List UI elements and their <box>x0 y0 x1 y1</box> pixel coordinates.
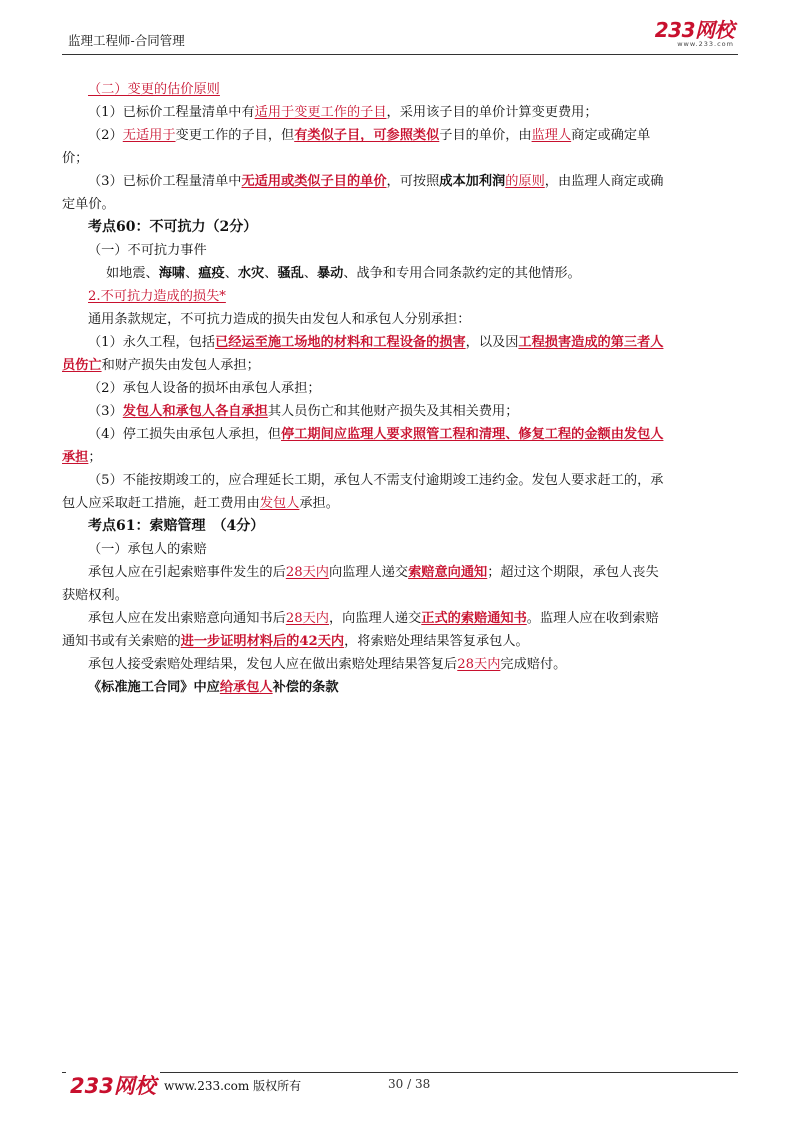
text-span: 承包人应在发出索赔意向通知书后 <box>88 611 286 626</box>
text-line <box>62 147 739 170</box>
highlighted-text: 2.不可抗力造成的损失* <box>88 289 226 304</box>
text-span: 海啸 <box>158 266 186 281</box>
highlighted-text: 28天内 <box>285 611 329 626</box>
text-line <box>62 561 739 584</box>
text-line <box>62 78 739 101</box>
text-line <box>62 423 739 446</box>
highlighted-text: 的原则 <box>505 174 545 189</box>
text-span: 考点60：不可抗力（2分） <box>88 219 258 235</box>
text-line <box>62 400 739 423</box>
text-span: 、 <box>224 266 238 281</box>
text-span: 向监理人递交 <box>328 565 409 580</box>
text-span: 《标准施工合同》中应 <box>88 680 220 695</box>
highlighted-text: 正式的索赔通知书 <box>421 611 527 626</box>
section-heading <box>62 216 739 239</box>
highlighted-text: 有类似子目，可参照类似 <box>294 128 440 143</box>
highlighted-text: 28天内 <box>285 565 329 580</box>
highlighted-text: 28天内 <box>457 657 501 672</box>
text-span: 成本加利润 <box>439 174 506 189</box>
text-span: 承担。 <box>299 496 339 511</box>
text-line <box>62 331 739 354</box>
text-span: ，以及因 <box>465 335 519 350</box>
highlighted-text: 停工期间应监理人要求照管工程和清理、修复工程的金额由发包人 <box>281 427 664 442</box>
text-line <box>62 446 739 469</box>
highlighted-text: （二）变更的估价原则 <box>88 82 220 97</box>
text-line <box>62 607 739 630</box>
text-line <box>62 308 739 331</box>
highlighted-text: 给承包人 <box>219 680 273 695</box>
text-span: ，由监理人商定或确 <box>544 174 664 189</box>
logo-text: 233网校 <box>654 18 734 42</box>
text-span: 承包人接受索赔处理结果，发包人应在做出索赔处理结果答复后 <box>88 657 458 672</box>
text-span: 、战争和专用合同条款约定的其他情形。 <box>343 266 581 281</box>
text-span: 定单价。 <box>62 197 115 212</box>
highlighted-text: 索赔意向通知 <box>408 565 488 580</box>
text-span: 和财产损失由发包人承担； <box>101 358 260 373</box>
text-span: ，采用该子目的单价计算变更费用； <box>386 105 598 120</box>
text-span: （4）停工损失由承包人承担，但 <box>88 427 282 442</box>
text-line <box>62 354 739 377</box>
text-span: 承包人应在引起索赔事件发生的后 <box>88 565 286 580</box>
document-body <box>62 78 739 699</box>
text-span: 获赔权利。 <box>62 588 128 603</box>
text-span: （3）已标价工程量清单中 <box>88 174 242 189</box>
section-heading <box>62 515 739 538</box>
highlighted-text: 已经运至施工场地的材料和工程设备的损害 <box>215 335 466 350</box>
text-line <box>62 676 739 699</box>
text-span: （1）永久工程，包括 <box>88 335 216 350</box>
text-span: 考点61：索赔管理 （4分） <box>88 518 265 534</box>
text-span: 完成赔付。 <box>500 657 567 672</box>
text-span: ，向监理人递交 <box>328 611 422 626</box>
text-line <box>62 377 739 400</box>
text-span: 变更工作的子目，但 <box>175 128 295 143</box>
text-line <box>62 469 739 492</box>
text-span: ； <box>88 450 102 465</box>
text-span: ，将索赔处理结果答复承包人。 <box>344 634 529 649</box>
text-span: 通知书或有关索赔的 <box>62 634 181 649</box>
text-span: （2） <box>88 128 123 143</box>
text-line <box>62 285 739 308</box>
text-line <box>62 124 739 147</box>
text-span: 、 <box>303 266 317 281</box>
text-span: （5）不能按期竣工的，应合理延长工期，承包人不需支付逾期竣工违约金。发包人要求赶工的，承 <box>88 473 664 488</box>
text-line <box>62 170 739 193</box>
text-span: （1）已标价工程量清单中有 <box>88 105 255 120</box>
text-span: 瘟疫 <box>198 266 225 281</box>
highlighted-text: 无适用于 <box>122 128 176 143</box>
text-span: 水灾 <box>237 266 265 281</box>
footer-divider <box>62 1072 738 1073</box>
text-line <box>62 584 739 607</box>
text-span: （2）承包人设备的损坏由承包人承担； <box>88 381 321 396</box>
text-span: 骚乱 <box>277 266 304 281</box>
text-span: 补偿的条款 <box>272 680 339 695</box>
highlighted-text: 监理人 <box>531 128 572 143</box>
text-line <box>62 653 739 676</box>
header-divider <box>62 54 738 55</box>
text-line <box>62 630 739 653</box>
highlighted-text: 适用于变更工作的子目 <box>254 105 387 120</box>
text-span: （3） <box>88 404 123 419</box>
brand-logo <box>648 20 734 48</box>
highlighted-text: 进一步证明材料后的42天内 <box>180 634 345 649</box>
text-span: 。监理人应在收到索赔 <box>526 611 659 626</box>
highlighted-text: 员伤亡 <box>62 358 102 373</box>
text-line <box>62 239 739 262</box>
text-span: （一）不可抗力事件 <box>88 243 207 258</box>
logo-url: www.233.com <box>677 40 734 48</box>
page-number: 30 / 38 <box>388 1077 431 1091</box>
text-span: 包人应采取赶工措施，赶工费用由 <box>62 496 260 511</box>
text-span: 商定或确定单 <box>571 128 651 143</box>
page-header-title: 监理工程师-合同管理 <box>68 33 185 48</box>
highlighted-text: 发包人和承包人各自承担 <box>122 404 268 419</box>
text-span: 、 <box>264 266 278 281</box>
highlighted-text: 发包人 <box>259 496 300 511</box>
text-line <box>62 193 739 216</box>
text-span: （一）承包人的索赔 <box>88 542 207 557</box>
highlighted-text: 无适用或类似子目的单价 <box>241 174 387 189</box>
text-line <box>62 101 739 124</box>
text-span: 如地震、 <box>106 266 159 281</box>
text-span: 、 <box>185 266 199 281</box>
text-span: ；超过这个期限，承包人丧失 <box>487 565 659 580</box>
footer-logo: 233网校 <box>66 1070 160 1100</box>
text-span: ，可按照 <box>386 174 440 189</box>
text-span: 通用条款规定，不可抗力造成的损失由发包人和承包人分别承担： <box>88 312 471 327</box>
text-span: 价； <box>62 151 89 166</box>
text-line <box>62 492 739 515</box>
highlighted-text: 承担 <box>62 450 89 465</box>
footer-copyright: www.233.com 版权所有 <box>164 1079 302 1093</box>
text-line <box>62 538 739 561</box>
text-line <box>62 262 739 285</box>
text-span: 其人员伤亡和其他财产损失及其相关费用； <box>267 404 519 419</box>
highlighted-text: 工程损害造成的第三者人 <box>518 335 664 350</box>
text-span: 暴动 <box>317 266 344 281</box>
text-span: 子目的单价，由 <box>439 128 532 143</box>
